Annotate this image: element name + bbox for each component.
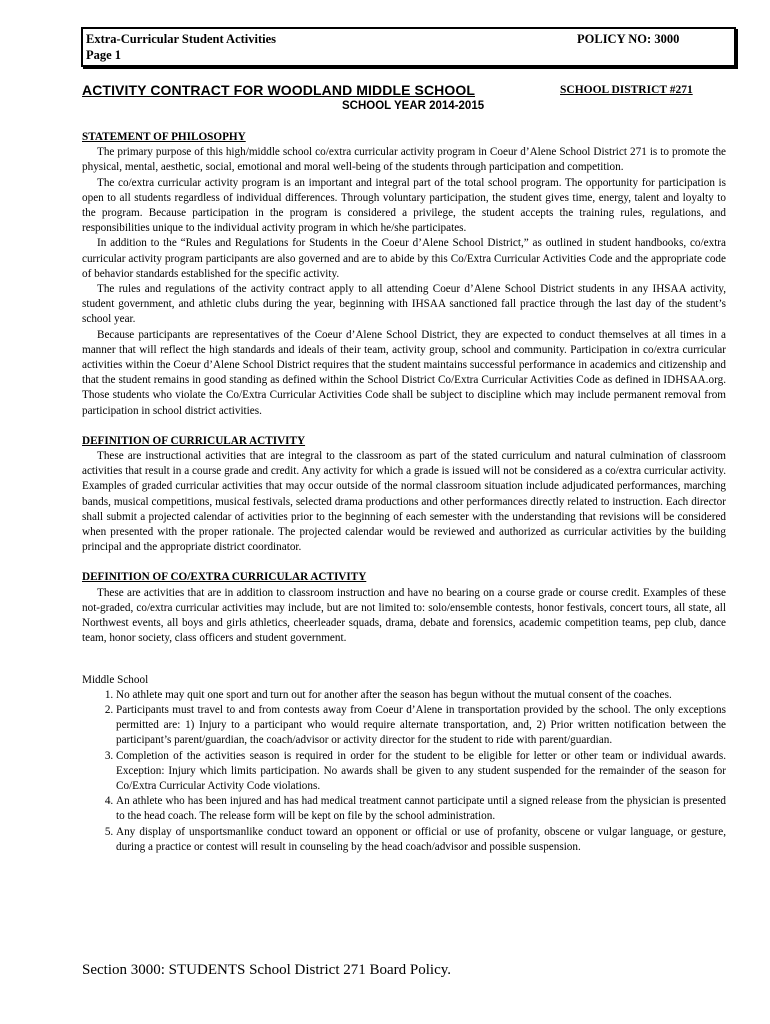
co-extra-paragraph: These are activities that are in addition to classroom instruction and have no bearing on a course grade or course credit. Examples of these not-graded, co/extra curricular activities may include, but are not limited to: solo/ensemble contests, honor festivals, concert tours, all state, all Northwest events, all boys and girls athletics, cheerleader squads, drama, debate and forensics, academic competition teams, pep club, dance team, honor society, class officers and student government. xyxy=(82,586,726,645)
philosophy-paragraph: The co/extra curricular activity program is an important and integral part of the total school program. The opportunity for participation is open to all students regardless of individual differences. Through voluntary participation, the student gives time, energy, talent and loyalty to the program. Because participation in the program is considered a privilege, the student accepts the training rules, regulations, and responsibilities unique to the individual activity program in which he/she participates. xyxy=(82,176,726,235)
list-item: 2. Participants must travel to and from contests away from Coeur d’Alene in transportation provided by the school. The only exceptions permitted are: 1) Injury to a participant who would require alternate transportation, and, 2) Prior written notification between the participant’s parent/guardian, the coach/advisor or activity director for the student to ride with parent/guardian. xyxy=(116,703,726,749)
header-title: Extra-Curricular Student Activities xyxy=(86,32,277,46)
document-title: ACTIVITY CONTRACT FOR WOODLAND MIDDLE SCHOOL xyxy=(82,82,476,98)
document-body xyxy=(82,130,726,855)
curricular-heading: DEFINITION OF CURRICULAR ACTIVITY xyxy=(82,434,306,447)
co-extra-heading: DEFINITION OF CO/EXTRA CURRICULAR ACTIVITY xyxy=(82,571,367,584)
page-header-box xyxy=(81,27,736,67)
header-policy-number: POLICY NO: 3000 xyxy=(577,32,680,46)
list-item: 3. Completion of the activities season is required in order for the student to be eligible for letter or other team or individual awards. Exception: Injury which limits participation. No awards shall be given to any student suspended for the remainder of the season for Co/Extra Curricular Activity Code violations. xyxy=(116,749,726,795)
page-footer: Section 3000: STUDENTS School District 271 Board Policy. xyxy=(82,962,452,978)
philosophy-paragraph: The rules and regulations of the activity contract apply to all attending Coeur d’Alene School District students in any IHSAA activity, student government, and athletic clubs during the year, beginning with IHSAA sanctioned fall practice through the last day of the student’s school year. xyxy=(82,283,726,326)
school-year: SCHOOL YEAR 2014-2015 xyxy=(342,100,485,112)
school-district: SCHOOL DISTRICT #271 xyxy=(560,84,693,96)
philosophy-paragraph: In addition to the “Rules and Regulations for Students in the Coeur d’Alene School District,” as outlined in student handbooks, co/extra curricular activity program participants are also governed and are to abide by this Co/Extra Curricular Activities Code and the appropriate code of behavior standards established for the specific activity. xyxy=(82,237,726,280)
list-item: 4. An athlete who has been injured and has had medical treatment cannot participate until a signed release from the physician is presented to the head coach. The release form will be kept on file by the school administration. xyxy=(116,794,726,824)
middle-school-rules-list xyxy=(82,688,726,855)
philosophy-paragraph: Because participants are representatives of the Coeur d’Alene School District, they are expected to conduct themselves at all times in a manner that will reflect the high standards and ideals of their team, activity group, school and community. Participation in co/extra curricular activities within the Coeur d’Alene School District requires that the student maintains successful performance in academics and citizenship and that the student remains in good standing as defined within the School District Co/Extra Curricular Activities Code as defined in IDHSAA.org. Those students who violate the Co/Extra Curricular Activities Code shall be subject to discipline which may include permanent removal from participation in school district activities. xyxy=(82,328,726,417)
middle-school-label: Middle School xyxy=(82,673,149,686)
philosophy-paragraph: The primary purpose of this high/middle school co/extra curricular activity program in Coeur d’Alene School District 271 is to promote the physical, mental, aesthetic, social, emotional and moral well-being of the students through participation and competition. xyxy=(82,146,726,174)
list-item: 1. No athlete may quit one sport and turn out for another after the season has begun without the mutual consent of the coaches. xyxy=(116,688,726,703)
curricular-paragraph: These are instructional activities that are integral to the classroom as part of the stated curriculum and natural culmination of classroom activities that result in a course grade and credit. Any activity for which a grade is issued will not be considered as a co/extra curricular activity. Examples of graded curricular activities that may occur outside of the normal classroom situation include adjudicated performances, marching bands, musical competitions, musical festivals, selected drama productions and other performances directly related to instruction. Each director shall submit a projected calendar of activities prior to the beginning of each semester with the understanding that revisions will be considered when presented with the proper rationale. The projected calendar would be reviewed and authorized as curricular activities by the building principal and the appropriate district coordinator. xyxy=(82,450,726,554)
list-item: 5. Any display of unsportsmanlike conduct toward an opponent or official or use of profanity, obscene or vulgar language, or gesture, during a practice or contest will result in counseling by the head coach/advisor and possible suspension. xyxy=(116,825,726,855)
philosophy-heading: STATEMENT OF PHILOSOPHY xyxy=(82,131,246,143)
header-page-number: Page 1 xyxy=(86,48,122,62)
